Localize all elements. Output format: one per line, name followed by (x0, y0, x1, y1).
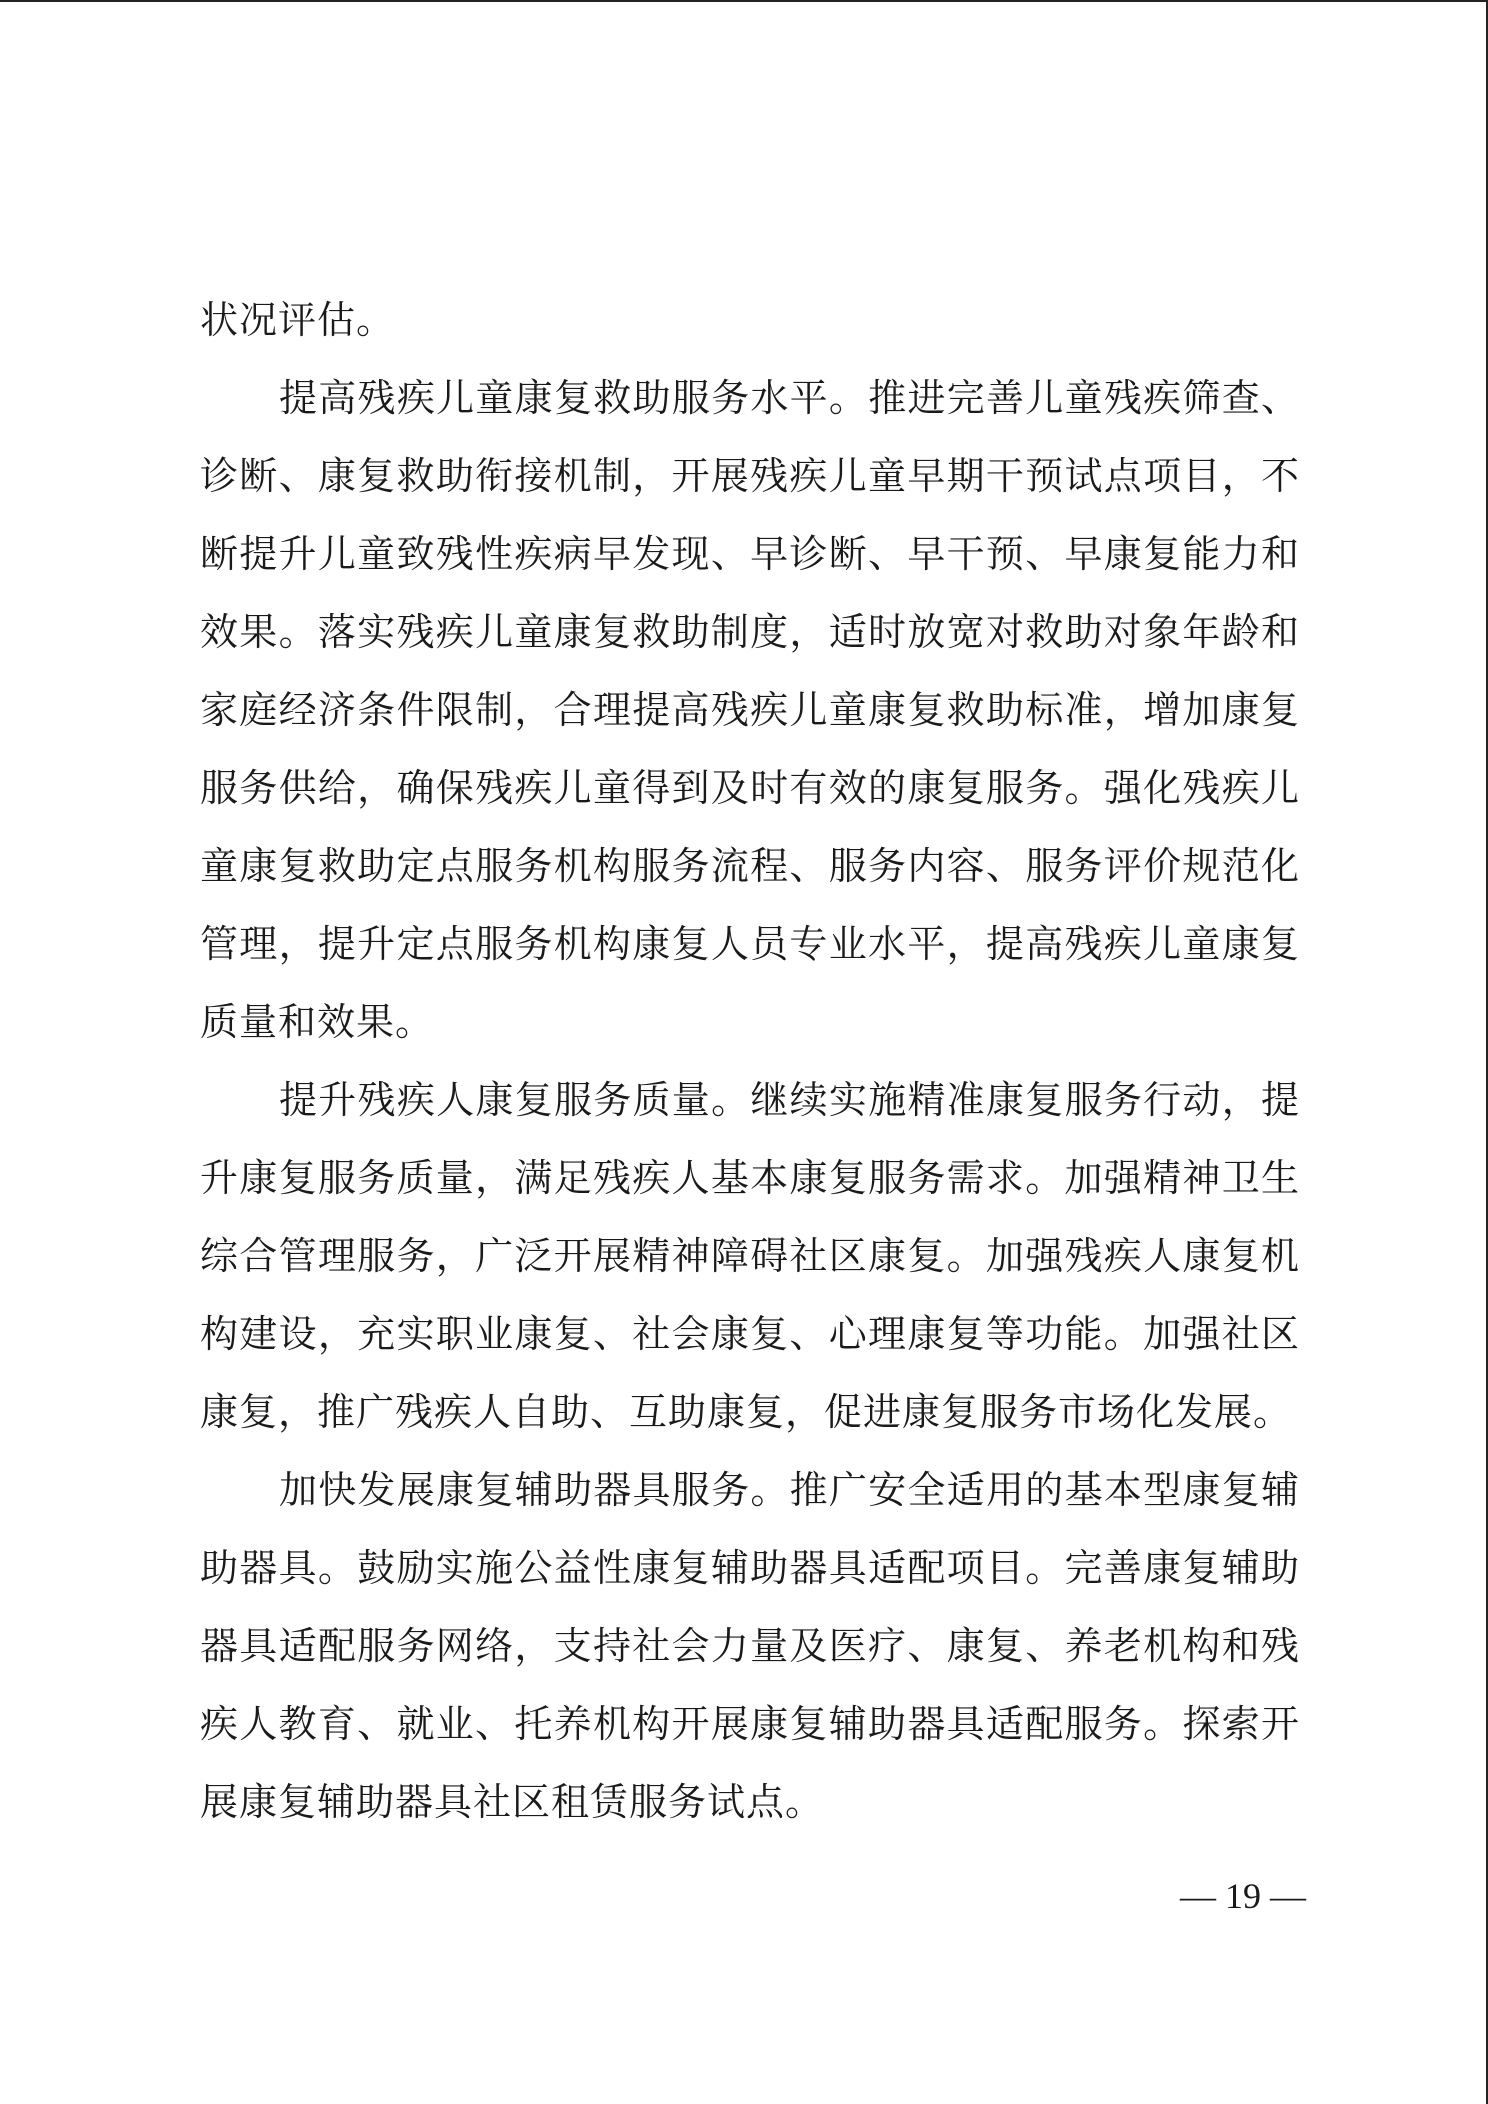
paragraph-continuation: 状况评估。 (200, 298, 396, 342)
page-top-border (0, 0, 1488, 2)
paragraph-rehab-service-quality: 提升残疾人康复服务质量。继续实施精准康复服务行动，提升康复服务质量，满足残疾人基本康复服务需求。加强精神卫生综合管理服务，广泛开展精神障碍社区康复。加强残疾人康复机构建设，充实职业康复、社会康复、心理康复等功能。加强社区康复，推广残疾人自助、互助康复，促进康复服务市场化发展。 (200, 1078, 1300, 1434)
page-number: — 19 — (1180, 1876, 1306, 1916)
document-body (200, 281, 1300, 1841)
paragraph-children-rehab-assistance: 提高残疾儿童康复救助服务水平。推进完善儿童残疾筛查、诊断、康复救助衔接机制，开展残疾儿童早期干预试点项目，不断提升儿童致残性疾病早发现、早诊断、早干预、早康复能力和效果。落实残疾儿童康复救助制度，适时放宽对救助对象年龄和家庭经济条件限制，合理提高残疾儿童康复救助标准，增加康复服务供给，确保残疾儿童得到及时有效的康复服务。强化残疾儿童康复救助定点服务机构服务流程、服务内容、服务评价规范化管理，提升定点服务机构康复人员专业水平，提高残疾儿童康复质量和效果。 (200, 376, 1300, 1044)
paragraph-assistive-devices: 加快发展康复辅助器具服务。推广安全适用的基本型康复辅助器具。鼓励实施公益性康复辅助器具适配项目。完善康复辅助器具适配服务网络，支持社会力量及医疗、康复、养老机构和残疾人教育、就业、托养机构开展康复辅助器具适配服务。探索开展康复辅助器具社区租赁服务试点。 (200, 1468, 1300, 1824)
